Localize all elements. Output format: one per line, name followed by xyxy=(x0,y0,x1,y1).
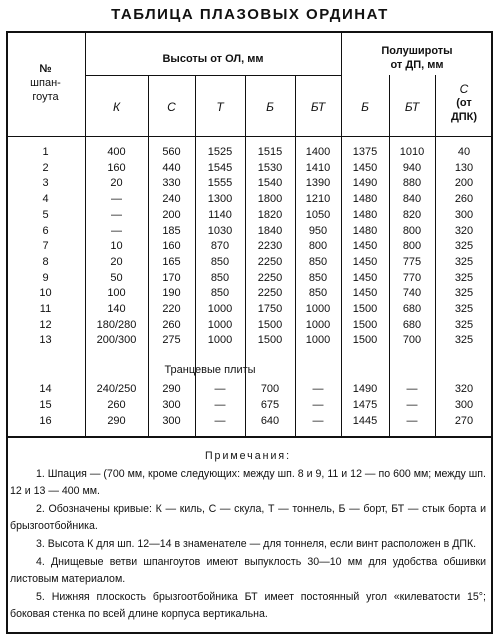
table-cell: 300 xyxy=(454,399,474,411)
table-cell: 1300 xyxy=(207,193,233,206)
table-cell: 1800 xyxy=(257,193,283,206)
table-cell: 850 xyxy=(210,271,230,284)
table-cell: 50 xyxy=(110,271,123,284)
table-cell: 240/250 xyxy=(96,383,137,395)
table-cell: 870 xyxy=(210,240,230,253)
table-cell: 180/280 xyxy=(96,318,137,331)
col-header-bt-half: БТ xyxy=(404,100,420,114)
notes-title: Примечания: xyxy=(204,450,292,462)
table-cell: 1555 xyxy=(207,177,233,190)
table-cell: 1500 xyxy=(352,303,378,315)
table-cell: 1840 xyxy=(257,224,283,237)
table-cell: 13 xyxy=(39,334,52,347)
table-cell: 290 xyxy=(162,383,181,395)
table-cell: 1480 xyxy=(352,193,378,206)
table-cell: 1000 xyxy=(305,334,331,347)
col-header-k: К xyxy=(112,100,121,114)
table-cell: 185 xyxy=(162,224,181,237)
table-cell: 2 xyxy=(42,161,49,174)
table-cell: 1530 xyxy=(257,161,283,174)
table-cell: 12 xyxy=(39,318,52,331)
table-cell: 850 xyxy=(210,255,230,268)
table-cell: 270 xyxy=(454,415,474,427)
table-cell: — xyxy=(214,415,226,427)
note-item: 1. Шпация — (700 мм, кроме следующих: между шп. 8 и 9, 11 и 12 — по 600 мм; между шп. 12 и 13 — 400 мм. xyxy=(10,467,486,498)
table-cell: 1540 xyxy=(257,177,283,190)
halfwidths-group-header: Полушироты от ДП, мм xyxy=(381,45,453,71)
table-cell: 850 xyxy=(210,287,230,300)
table-cell: 560 xyxy=(162,146,181,158)
table-cell: 400 xyxy=(107,146,126,158)
table-cell: 10 xyxy=(110,240,123,253)
table-cell: 6 xyxy=(42,224,49,237)
table-cell: 220 xyxy=(162,303,181,315)
table-cell: — xyxy=(406,415,418,427)
table-cell: 1375 xyxy=(352,146,378,158)
table-cell: 160 xyxy=(162,240,181,253)
table-cell: 1030 xyxy=(207,224,233,237)
table-cell: 325 xyxy=(454,271,474,284)
table-cell: 275 xyxy=(162,334,181,347)
table-cell: — xyxy=(214,383,226,395)
header-divider xyxy=(6,136,493,137)
col-header-c-dpk: С (от ДПК) xyxy=(450,82,478,123)
table-cell: 1000 xyxy=(207,334,233,347)
table-cell: 770 xyxy=(402,271,422,284)
table-cell: — xyxy=(214,399,226,411)
table-cell: 740 xyxy=(402,287,422,300)
table-cell: 4 xyxy=(42,193,49,206)
table-cell: 1500 xyxy=(257,334,283,347)
table-cell: 1515 xyxy=(257,146,283,158)
table-cell: 5 xyxy=(42,208,49,221)
table-cell: 1525 xyxy=(207,146,233,158)
table-cell: 820 xyxy=(402,208,422,221)
table-cell: 16 xyxy=(39,415,52,427)
table-cell: 165 xyxy=(162,255,181,268)
table-cell: 1000 xyxy=(207,303,233,315)
table-cell: 1490 xyxy=(352,383,378,395)
table-cell: 15 xyxy=(39,399,52,411)
table-cell: 680 xyxy=(402,303,422,315)
table-cell: 440 xyxy=(162,161,181,174)
table-cell: 320 xyxy=(454,383,474,395)
table-cell: 700 xyxy=(402,334,422,347)
header-divider xyxy=(85,75,341,76)
table-cell: 200 xyxy=(162,208,181,221)
table-cell: 100 xyxy=(107,287,126,300)
page-title: ТАБЛИЦА ПЛАЗОВЫХ ОРДИНАТ xyxy=(111,6,389,23)
table-cell: 325 xyxy=(454,334,474,347)
table-cell: 1000 xyxy=(305,318,331,331)
note-item: 3. Высота К для шп. 12—14 в знаменателе — для тоннеля, если винт расположен в ДПК. xyxy=(36,537,477,550)
table-cell: 1000 xyxy=(305,303,331,315)
table-cell: 325 xyxy=(454,287,474,300)
table-cell: 300 xyxy=(454,208,474,221)
transom-label: Транцевые плиты xyxy=(164,364,256,376)
col-header-b: Б xyxy=(266,100,274,114)
table-cell: 20 xyxy=(110,177,123,190)
table-cell: 1450 xyxy=(352,240,378,253)
table-cell: 170 xyxy=(162,271,181,284)
table-cell: 1500 xyxy=(352,334,378,347)
table-cell: 1050 xyxy=(305,208,331,221)
note-item: 5. Нижняя плоскость брызгоотбойника БТ имеет постоянный угол «килеватости 15°; боковая стенка по всей длине корпуса вертикальна. xyxy=(10,590,486,621)
col-header-b-half: Б xyxy=(361,100,369,114)
table-cell: — xyxy=(111,208,122,221)
table-cell: 1480 xyxy=(352,224,378,237)
table-cell: 1500 xyxy=(352,318,378,331)
table-cell: 1390 xyxy=(305,177,331,190)
col-header-c: С xyxy=(167,100,176,114)
table-cell: 325 xyxy=(454,318,474,331)
table-cell: 850 xyxy=(308,271,328,284)
table-cell: — xyxy=(406,383,418,395)
table-cell: 1490 xyxy=(352,177,378,190)
table-cell: — xyxy=(312,415,324,427)
frame-number-header: № шпан- гоута xyxy=(30,63,61,103)
table-cell: 840 xyxy=(402,193,422,206)
table-cell: 1500 xyxy=(257,318,283,331)
table-cell: 850 xyxy=(308,287,328,300)
table-cell: 1 xyxy=(42,146,49,158)
table-cell: 1475 xyxy=(352,399,378,411)
table-cell: 3 xyxy=(42,177,49,190)
table-cell: 675 xyxy=(260,399,280,411)
table-cell: 1820 xyxy=(257,208,283,221)
table-cell: 775 xyxy=(402,255,422,268)
table-cell: 7 xyxy=(42,240,49,253)
table-cell: — xyxy=(312,399,324,411)
table-cell: 325 xyxy=(454,255,474,268)
table-cell: 880 xyxy=(402,177,422,190)
table-cell: 640 xyxy=(260,415,280,427)
col-header-bt: БТ xyxy=(310,100,326,114)
table-cell: 260 xyxy=(107,399,126,411)
table-cell: 40 xyxy=(457,146,471,158)
table-cell: 2230 xyxy=(257,240,283,253)
note-item: 2. Обозначены кривые: К — киль, С — скула, Т — тоннель, Б — борт, БТ — стык борта и брызгоотбойника. xyxy=(10,502,486,533)
table-cell: 140 xyxy=(107,303,126,315)
heights-group-header: Высоты от ОЛ, мм xyxy=(162,53,264,65)
table-cell: 9 xyxy=(42,271,49,284)
table-cell: 1750 xyxy=(257,303,283,315)
table-cell: 2250 xyxy=(257,255,283,268)
table-cell: 1400 xyxy=(305,146,331,158)
table-cell: 1140 xyxy=(208,208,232,221)
table-cell: 700 xyxy=(260,383,280,395)
table-cell: 11 xyxy=(39,303,52,315)
table-cell: 1210 xyxy=(305,193,331,206)
table-cell: 800 xyxy=(402,224,422,237)
table-cell: 260 xyxy=(162,318,181,331)
table-cell: 320 xyxy=(454,224,474,237)
table-cell: 325 xyxy=(454,240,474,253)
table-cell: 130 xyxy=(454,161,474,174)
table-cell: — xyxy=(111,224,122,237)
table-cell: 2250 xyxy=(257,271,283,284)
table-cell: — xyxy=(111,193,122,206)
table-cell: — xyxy=(406,399,418,411)
table-cell: 1450 xyxy=(352,255,378,268)
table-cell: 8 xyxy=(42,255,49,268)
table-cell: 1000 xyxy=(207,318,233,331)
table-cell: 300 xyxy=(162,415,181,427)
table-cell: 10 xyxy=(39,287,52,300)
table-cell: 20 xyxy=(110,255,123,268)
table-cell: 260 xyxy=(454,193,474,206)
table-cell: 1450 xyxy=(352,161,378,174)
note-item: 4. Днищевые ветви шпангоутов имеют выпуклость 30—10 мм для удобства обшивки листовым материалом. xyxy=(10,555,486,586)
table-cell: 160 xyxy=(107,161,126,174)
table-cell: 1410 xyxy=(305,161,331,174)
table-cell: 330 xyxy=(162,177,181,190)
table-cell: 290 xyxy=(107,415,126,427)
table-cell: 850 xyxy=(308,255,328,268)
table-cell: 800 xyxy=(308,240,328,253)
notes-block xyxy=(10,448,486,624)
table-cell: 240 xyxy=(162,193,181,206)
table-cell: 300 xyxy=(162,399,181,411)
table-cell: 325 xyxy=(454,303,474,315)
table-cell: 2250 xyxy=(257,287,283,300)
table-cell: 1450 xyxy=(352,271,378,284)
table-cell: 1010 xyxy=(399,146,425,158)
table-cell: 940 xyxy=(402,161,422,174)
table-cell: 14 xyxy=(39,383,52,395)
table-cell: 680 xyxy=(402,318,422,331)
table-cell: 800 xyxy=(402,240,422,253)
notes-divider xyxy=(6,436,493,438)
table-cell: 1545 xyxy=(207,161,233,174)
table-cell: 190 xyxy=(162,287,181,300)
col-header-t: Т xyxy=(216,100,224,114)
table-cell: 200/300 xyxy=(96,334,137,347)
table-cell: 1445 xyxy=(352,415,378,427)
table-cell: — xyxy=(312,383,324,395)
table-cell: 950 xyxy=(308,224,328,237)
table-cell: 1450 xyxy=(352,287,378,300)
table-cell: 1480 xyxy=(352,208,378,221)
table-cell: 200 xyxy=(454,177,474,190)
